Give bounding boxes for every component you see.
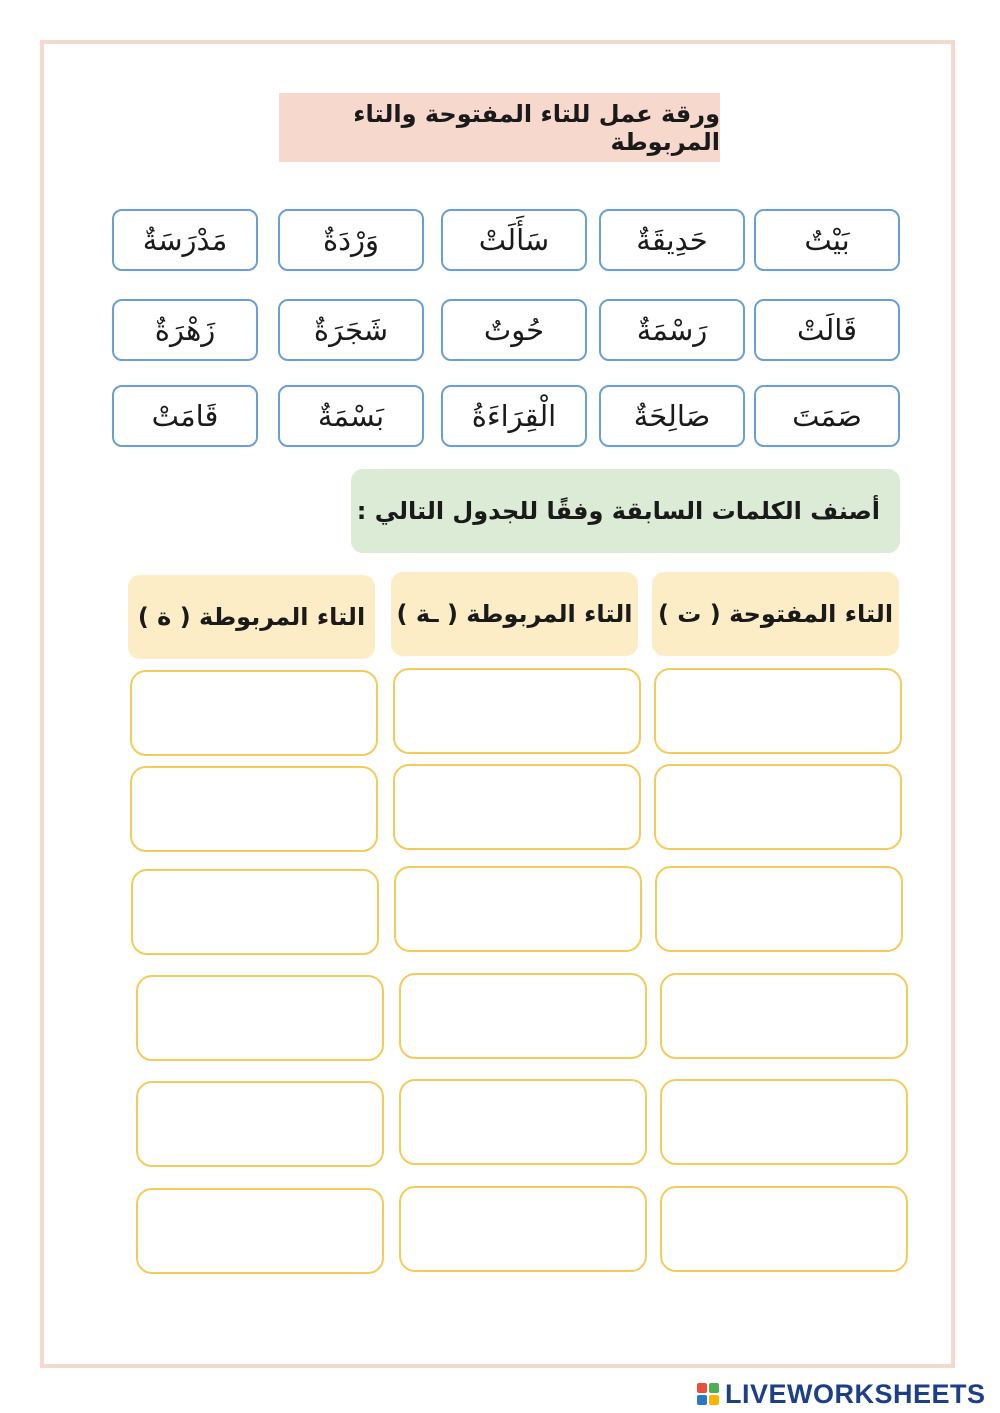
drop-zone-tied-taa[interactable] (136, 1081, 384, 1167)
drop-zone-tied-taa-medial[interactable] (399, 973, 647, 1059)
drop-zone-tied-taa[interactable] (131, 869, 379, 955)
word-card[interactable]: صَالِحَةٌ (599, 385, 745, 447)
liveworksheets-brand (697, 1378, 986, 1410)
brand-name: LIVEWORKSHEETS (725, 1378, 986, 1409)
liveworksheets-logo-icon (697, 1383, 719, 1405)
worksheet-title: ورقة عمل للتاء المفتوحة والتاء المربوطة (279, 93, 720, 162)
drop-zone-tied-taa-medial[interactable] (393, 764, 641, 850)
word-card[interactable]: صَمَتَ (754, 385, 900, 447)
drop-zone-tied-taa[interactable] (130, 766, 378, 852)
drop-zone-tied-taa[interactable] (136, 1188, 384, 1274)
word-card[interactable]: قَامَتْ (112, 385, 258, 447)
word-card[interactable]: حُوتٌ (441, 299, 587, 361)
drop-zone-open-taa[interactable] (655, 866, 903, 952)
column-header-tied-taa-medial: التاء المربوطة ( ـة ) (391, 572, 638, 656)
drop-zone-open-taa[interactable] (660, 1079, 908, 1165)
column-header-open-taa: التاء المفتوحة ( ت ) (652, 572, 899, 656)
drop-zone-tied-taa-medial[interactable] (393, 668, 641, 754)
drop-zone-open-taa[interactable] (660, 1186, 908, 1272)
word-card[interactable]: حَدِيقَةٌ (599, 209, 745, 271)
word-card[interactable]: مَدْرَسَةٌ (112, 209, 258, 271)
drop-zone-tied-taa-medial[interactable] (394, 866, 642, 952)
word-card[interactable]: بَيْتٌ (754, 209, 900, 271)
word-card[interactable]: زَهْرَةٌ (112, 299, 258, 361)
instruction-text: أصنف الكلمات السابقة وفقًا للجدول التالي : (351, 469, 900, 553)
drop-zone-tied-taa-medial[interactable] (399, 1186, 647, 1272)
column-header-tied-taa: التاء المربوطة ( ة ) (128, 575, 375, 659)
word-card[interactable]: رَسْمَةٌ (599, 299, 745, 361)
drop-zone-open-taa[interactable] (654, 668, 902, 754)
drop-zone-open-taa[interactable] (660, 973, 908, 1059)
word-card[interactable]: وَرْدَةٌ (278, 209, 424, 271)
word-card[interactable]: قَالَتْ (754, 299, 900, 361)
drop-zone-tied-taa[interactable] (136, 975, 384, 1061)
drop-zone-tied-taa-medial[interactable] (399, 1079, 647, 1165)
drop-zone-tied-taa[interactable] (130, 670, 378, 756)
word-card[interactable]: شَجَرَةٌ (278, 299, 424, 361)
word-card[interactable]: بَسْمَةٌ (278, 385, 424, 447)
drop-zone-open-taa[interactable] (654, 764, 902, 850)
word-card[interactable]: الْقِرَاءَةُ (441, 385, 587, 447)
word-card[interactable]: سَأَلَتْ (441, 209, 587, 271)
